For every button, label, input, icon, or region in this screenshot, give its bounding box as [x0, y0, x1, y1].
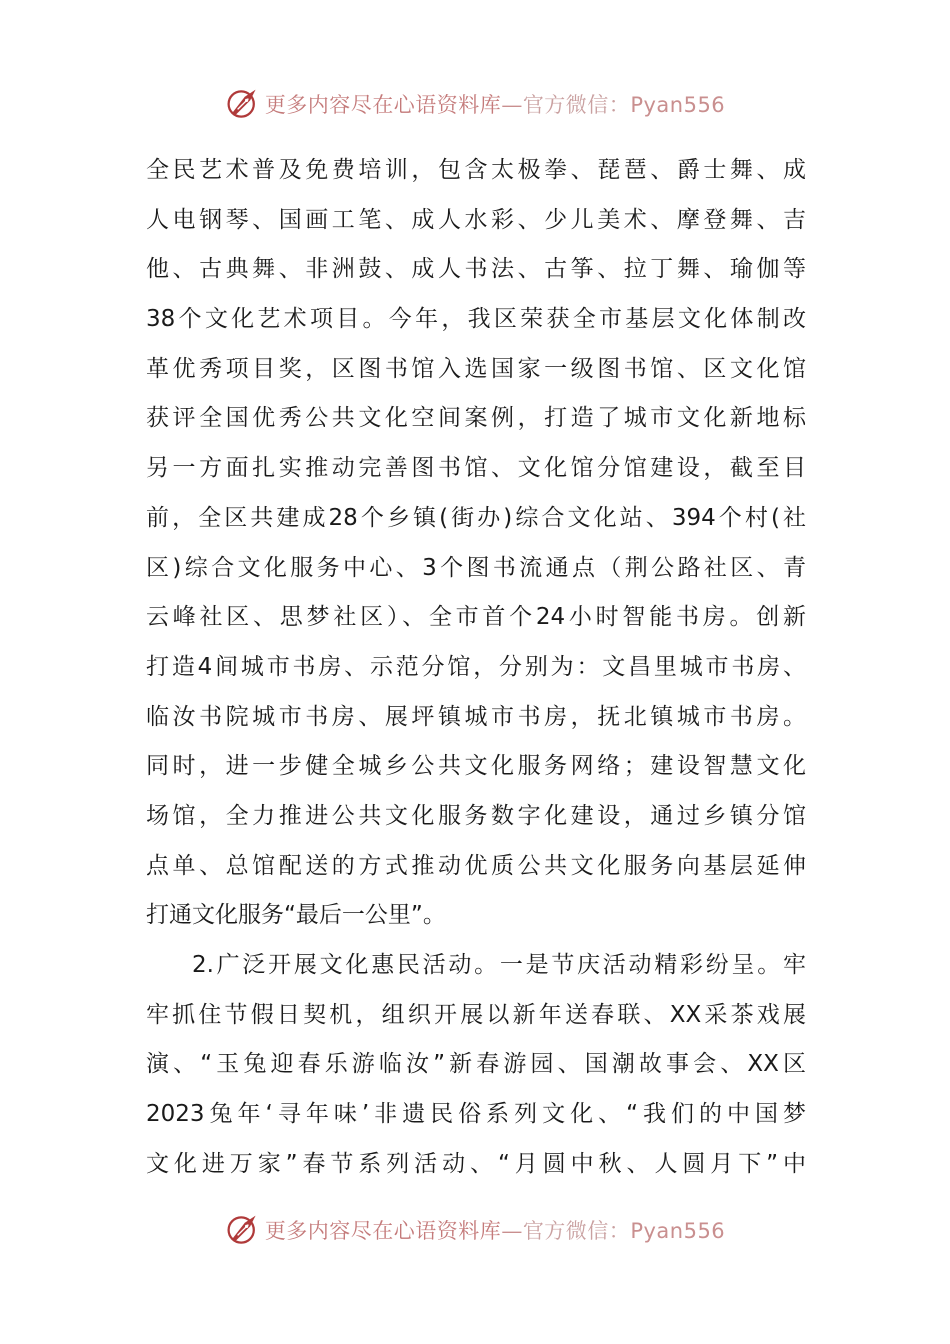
body-line: 云峰社区、思梦社区）、全市首个24小时智能书房。创新: [146, 604, 806, 631]
watermark-wechat-id: Pyan556: [630, 1219, 726, 1243]
watermark-footer: [0, 1208, 950, 1252]
body-line: 2023兔年‘寻年味’非遗民俗系列文化、“我们的中国梦: [146, 1101, 806, 1128]
body-line: 前，全区共建成28个乡镇(街办)综合文化站、394个村(社: [146, 504, 806, 531]
body-line: 人电钢琴、国画工笔、成人水彩、少儿美术、摩登舞、吉: [146, 206, 806, 233]
watermark-wechat-id: Pyan556: [630, 93, 726, 117]
body-line: 他、古典舞、非洲鼓、成人书法、古筝、拉丁舞、瑜伽等: [146, 256, 806, 283]
body-line: 区)综合文化服务中心、3个图书流通点（荆公路社区、青: [146, 554, 806, 581]
body-line: 场馆，全力推进公共文化服务数字化建设，通过乡镇分馆: [146, 802, 806, 829]
body-line: 打通文化服务“最后一公里”。: [146, 902, 446, 929]
watermark-brand: 更多内容尽在心语资料库: [264, 93, 502, 117]
watermark-wechat-label: 官方微信：: [522, 1219, 631, 1243]
body-line: 革优秀项目奖，区图书馆入选国家一级图书馆、区文化馆: [146, 355, 806, 382]
body-line: 点单、总馆配送的方式推动优质公共文化服务向基层延伸: [146, 852, 806, 879]
watermark-text: [265, 1215, 725, 1245]
body-line: 文化进万家”春节系列活动、“月圆中秋、人圆月下”中: [146, 1150, 806, 1177]
body-line: 打造4间城市书房、示范分馆，分别为：文昌里城市书房、: [146, 653, 806, 680]
body-line: 同时，进一步健全城乡公共文化服务网络；建设智慧文化: [146, 753, 806, 780]
watermark-dash: —: [501, 93, 523, 117]
watermark-text: [265, 89, 725, 119]
body-line: 临汝书院城市书房、展坪镇城市书房，抚北镇城市书房。: [146, 703, 806, 730]
body-line: 获评全国优秀公共文化空间案例，打造了城市文化新地标: [146, 405, 806, 432]
pen-nib-logo-icon: [225, 86, 261, 122]
document-body: [146, 146, 806, 1189]
watermark-brand: 更多内容尽在心语资料库: [264, 1219, 502, 1243]
pen-nib-logo-icon: [225, 1212, 261, 1248]
watermark-wechat-label: 官方微信：: [522, 93, 631, 117]
body-line: 另一方面扎实推动完善图书馆、文化馆分馆建设，截至目: [146, 455, 806, 482]
body-line: 38个文化艺术项目。今年，我区荣获全市基层文化体制改: [146, 306, 806, 333]
watermark-header: [0, 82, 950, 126]
watermark-dash: —: [501, 1219, 523, 1243]
body-line: 牢抓住节假日契机，组织开展以新年送春联、XX采茶戏展: [146, 1001, 806, 1028]
body-line: 演、“玉兔迎春乐游临汝”新春游园、国潮故事会、XX区: [146, 1051, 806, 1078]
body-line-paragraph-start: 2.广泛开展文化惠民活动。一是节庆活动精彩纷呈。牢: [192, 952, 806, 978]
body-line: 全民艺术普及免费培训，包含太极拳、琵琶、爵士舞、成: [146, 157, 806, 183]
